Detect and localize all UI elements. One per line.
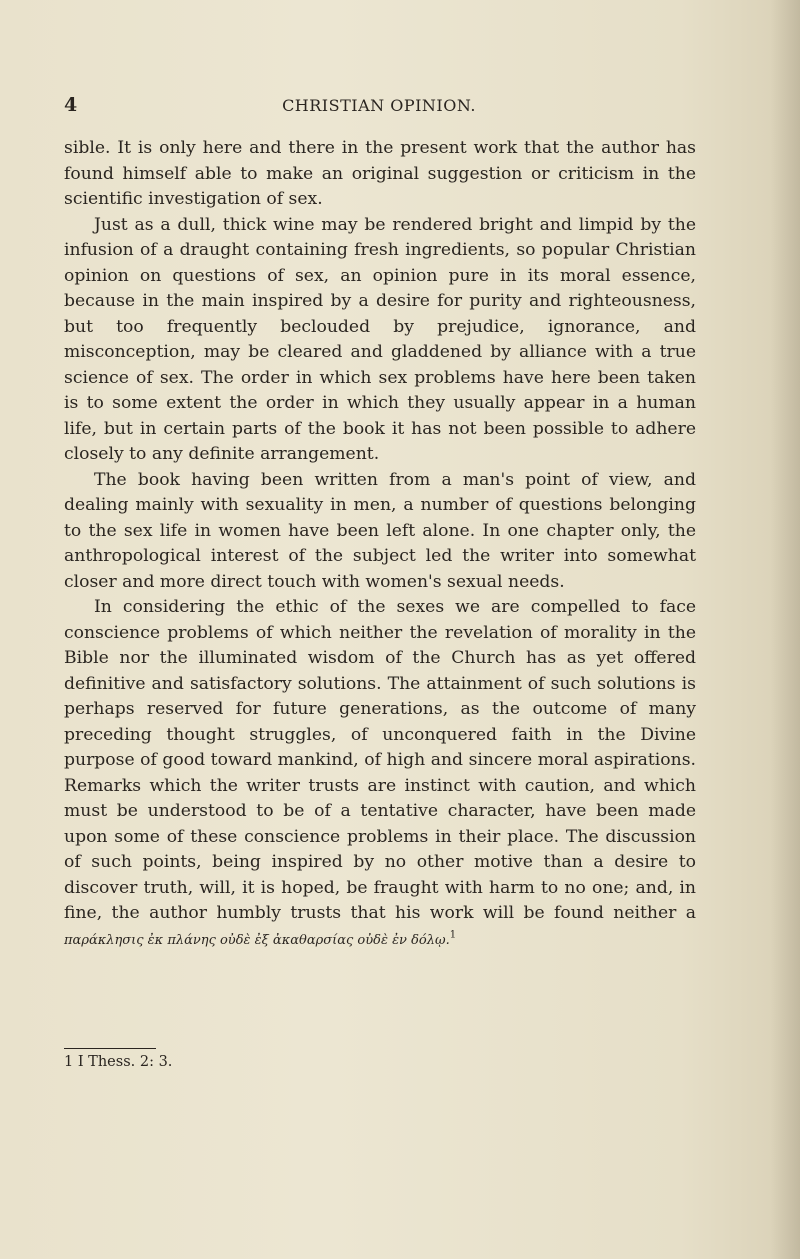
footnote-reference: 1: [449, 928, 457, 940]
footnote-rule: [64, 1048, 156, 1049]
greek-quote: παράκλησις ἐκ πλάνης οὐδὲ ἐξ ἀκαθαρσίας οὐδὲ ἐν δόλῳ.: [64, 932, 450, 948]
paragraph-continued: sible. It is only here and there in the present work that the author has found himself able to make an original suggestion or criticism in the scientific investigation of sex.: [64, 138, 696, 209]
paragraph-text: In considering the ethic of the sexes we are compelled to face conscience problems of which neither the revelation of morality in the Bible nor the illuminated wisdom of the Church has as yet offered definitive and satisfactory solutions. The attainment of such solutions is perhaps reserved for future generations, as the outcome of many preceding thought struggles, of unconquered faith in the Divine purpose of good toward mankind, of high and sincere moral aspirations. Remarks which the writer trusts are instinct with caution, and which must be understood to be of a tentative character, have been made upon some of these conscience problems in their place. The discussion of such points, being inspired by no other motive than a desire to discover truth, will, it is hoped, be fraught with harm to no one; and, in fine, the author humbly trusts that his work will be found neither a: [64, 597, 696, 923]
body-text: [64, 136, 696, 953]
paragraph: The book having been written from a man's point of view, and dealing mainly with sexuality in men, a number of questions belonging to the sex life in women have been left alone. In one chapter only, the anthropological interest of the subject led the writer into somewhat closer and more direct touch with women's sexual needs.: [64, 469, 696, 592]
page-edge-shadow: [770, 0, 800, 1259]
running-head: CHRISTIAN OPINION.: [282, 96, 476, 115]
paragraph-final: [64, 595, 696, 953]
footnote: 1 I Thess. 2: 3.: [64, 1054, 173, 1070]
page-header: [64, 94, 694, 118]
paragraph: Just as a dull, thick wine may be rendered bright and limpid by the infusion of a draught containing fresh ingredients, so popular Christian opinion on questions of sex, an opinion pure in its moral essence, because in the main inspired by a desire for purity and righteousness, but too frequently beclouded by prejudice, ignorance, and misconception, may be cleared and gladdened by alliance with a true science of sex. The order in which sex problems have here been taken is to some extent the order in which they usually appear in a human life, but in certain parts of the book it has not been possible to adhere closely to any definite arrangement.: [64, 214, 696, 464]
page-number: 4: [64, 94, 78, 116]
